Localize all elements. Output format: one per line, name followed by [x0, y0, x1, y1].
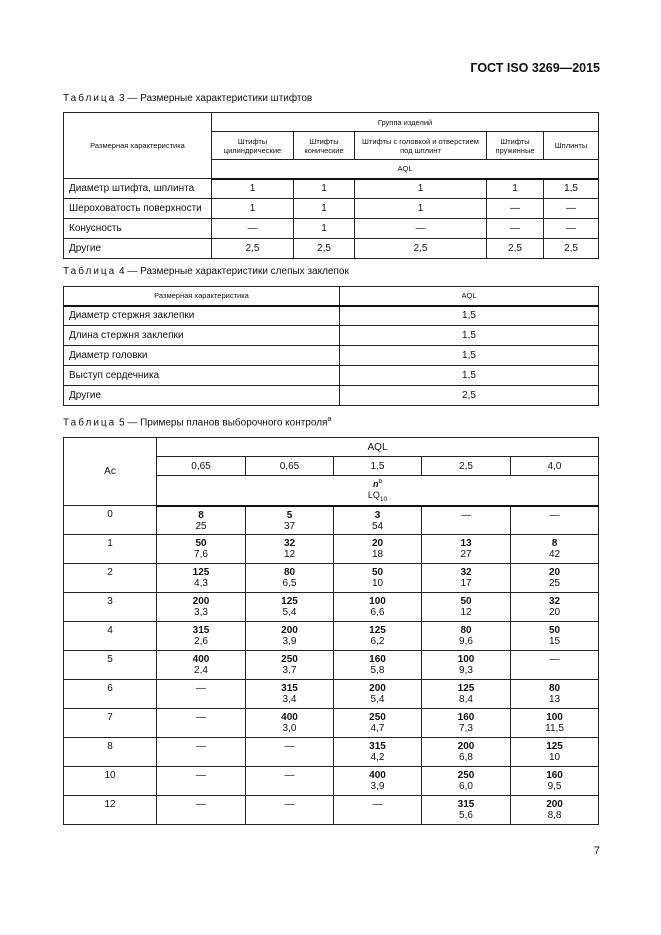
lq10-value: 7,3 [459, 723, 473, 735]
plan-cell [334, 738, 422, 767]
ac-value: 10 [64, 767, 157, 796]
sample-size: 50 [195, 538, 207, 550]
table3-col-header: Штифты с головкой и отверстием под шплинт [355, 132, 487, 160]
table5-head-aql: AQL [157, 438, 599, 457]
cell: 1 [212, 199, 294, 219]
sample-size: — [372, 799, 383, 811]
plan-cell [157, 796, 246, 825]
plan-cell [422, 622, 511, 651]
table3-label: Таблица [63, 93, 117, 104]
lq10-value: 3,9 [282, 636, 297, 648]
lq10-value: 20 [548, 607, 561, 619]
lq10-value: 3,7 [282, 665, 297, 677]
aql-value: 2,5 [422, 457, 511, 476]
aql-value: 0,65 [246, 457, 334, 476]
sample-size: — [284, 741, 295, 753]
plan-cell [246, 593, 334, 622]
plan-cell [334, 564, 422, 593]
table3-col-header: Шплинты [544, 132, 599, 160]
lq10-value: 9,3 [459, 665, 473, 677]
lq10-value: 3,0 [282, 723, 297, 735]
plan-cell [334, 796, 422, 825]
cell: 1,5 [340, 346, 599, 366]
sample-size: 160 [546, 770, 563, 782]
cell: 2,5 [212, 239, 294, 259]
sample-size: 50 [371, 567, 384, 579]
lq10-value: 11,5 [545, 723, 564, 735]
lq-subscript: 10 [379, 495, 388, 503]
sample-size: 400 [192, 654, 210, 666]
cell: — [487, 199, 544, 219]
plan-cell [422, 593, 511, 622]
sample-size: — [196, 741, 206, 753]
plan-cell [246, 651, 334, 680]
table-row [64, 199, 599, 219]
plan-cell [246, 680, 334, 709]
plan-cell [157, 564, 246, 593]
plan-cell [334, 680, 422, 709]
ac-value: 12 [64, 796, 157, 825]
plan-cell [511, 796, 599, 825]
table5-head-ac: Ac [64, 438, 157, 506]
sample-size: 160 [369, 654, 386, 666]
sample-size: 200 [369, 683, 386, 695]
sample-size: — [284, 799, 295, 811]
row-label: Диаметр головки [64, 346, 340, 366]
plan-cell [246, 709, 334, 738]
lq10-value: 5,4 [282, 607, 297, 619]
cell: 1 [355, 179, 487, 199]
lq10-value: 4,3 [194, 578, 208, 590]
lq10-value: 5,8 [370, 665, 385, 677]
plan-cell [334, 506, 422, 535]
cell: — [544, 219, 599, 239]
sample-size: 100 [546, 712, 563, 724]
plan-cell [422, 506, 511, 535]
lq10-value: 9,5 [547, 781, 562, 793]
cell: 1 [294, 199, 355, 219]
plan-cell [246, 738, 334, 767]
sample-size: 13 [460, 538, 472, 550]
lq10-value: 5,4 [370, 694, 385, 706]
table4-title: 4 — Размерные характеристики слепых заклепок [116, 266, 349, 277]
plan-cell [157, 506, 246, 535]
table4 [63, 286, 599, 406]
sample-size: — [549, 509, 560, 521]
sample-size: 100 [457, 654, 475, 666]
sample-size: — [284, 770, 295, 782]
lq10-value: 13 [548, 694, 561, 706]
plan-cell [422, 680, 511, 709]
plan-cell [157, 738, 246, 767]
row-label: Другие [64, 239, 212, 259]
lq10-value: 10 [371, 578, 384, 590]
lq10-value: 5,6 [459, 810, 473, 822]
sample-size: 250 [457, 770, 475, 782]
table3-head-group: Группа изделий [212, 113, 599, 132]
plan-cell [422, 564, 511, 593]
table4-head-aql: AQL [340, 287, 599, 306]
table-row [64, 346, 599, 366]
lq-symbol: LQ [367, 490, 380, 500]
lq10-value: 2,6 [194, 636, 208, 648]
cell: 1 [212, 179, 294, 199]
cell: — [212, 219, 294, 239]
table-row [64, 366, 599, 386]
plan-cell [511, 651, 599, 680]
plan-cell [511, 593, 599, 622]
sample-size: — [196, 712, 206, 724]
cell: 2,5 [355, 239, 487, 259]
sample-size: — [549, 654, 560, 666]
cell: 2,5 [487, 239, 544, 259]
sample-size: 8 [198, 509, 204, 521]
cell: 1,5 [340, 306, 599, 326]
table-row [64, 738, 599, 767]
plan-cell [246, 564, 334, 593]
lq10-value: 6,2 [370, 636, 385, 648]
sample-size: 315 [281, 683, 298, 695]
table-row [64, 767, 599, 796]
plan-cell [334, 709, 422, 738]
table3-col-header: Штифты конические [294, 132, 355, 160]
table-row [64, 326, 599, 346]
sample-size: 20 [371, 538, 384, 550]
lq10-value: 3,9 [370, 781, 385, 793]
sample-size: 400 [369, 770, 386, 782]
sample-size: 50 [548, 625, 561, 637]
plan-cell [157, 651, 246, 680]
aql-value: 0,65 [157, 457, 246, 476]
cell: — [487, 219, 544, 239]
sample-size: 5 [286, 509, 293, 521]
table-row [64, 219, 599, 239]
plan-cell [334, 622, 422, 651]
ac-value: 1 [64, 535, 157, 564]
table5-caption-footnote: a [327, 416, 332, 423]
table3-head-characteristic: Размерная характеристика [64, 113, 212, 179]
sample-size: 80 [548, 683, 561, 695]
sample-size: 32 [548, 596, 561, 608]
plan-cell [157, 709, 246, 738]
sample-size: — [461, 509, 471, 521]
row-label: Шероховатость поверхности [64, 199, 212, 219]
table4-label: Таблица [63, 266, 117, 277]
plan-cell [422, 709, 511, 738]
plan-cell [511, 622, 599, 651]
cell: 1,5 [340, 366, 599, 386]
plan-cell [422, 535, 511, 564]
ac-value: 4 [64, 622, 157, 651]
lq10-value: 6,5 [282, 578, 297, 590]
table-row [64, 179, 599, 199]
ac-value: 5 [64, 651, 157, 680]
cell: 1 [294, 179, 355, 199]
table3-caption [63, 93, 312, 104]
plan-cell [511, 767, 599, 796]
lq10-value: 2,4 [194, 665, 208, 677]
sample-size: 250 [369, 712, 386, 724]
lq10-value: 6,8 [459, 752, 473, 764]
row-label: Конусность [64, 219, 212, 239]
sample-size: 80 [283, 567, 296, 579]
table-row [64, 593, 599, 622]
lq10-value: 18 [371, 549, 384, 561]
table5-label: Таблица [63, 417, 117, 429]
table5-head-n-lq [157, 476, 599, 506]
plan-cell [246, 767, 334, 796]
table5 [63, 437, 599, 825]
row-label: Другие [64, 386, 340, 406]
cell: 2,5 [294, 239, 355, 259]
lq10-value: 10 [548, 752, 561, 764]
table3-col-header: Штифты цилиндрические [212, 132, 294, 160]
lq10-value: 25 [548, 578, 561, 590]
lq10-value: 12 [460, 607, 472, 619]
lq10-value: 9,6 [459, 636, 473, 648]
lq10-value: 8,4 [459, 694, 473, 706]
sample-size: 315 [192, 625, 210, 637]
table5-body [64, 506, 599, 825]
table-row [64, 564, 599, 593]
table-row [64, 239, 599, 259]
sample-size: 400 [281, 712, 298, 724]
sample-size: 32 [283, 538, 296, 550]
row-label: Выступ сердечника [64, 366, 340, 386]
sample-size: 3 [374, 509, 381, 521]
lq10-value: 37 [283, 520, 296, 532]
table-row [64, 306, 599, 326]
sample-size: 160 [457, 712, 475, 724]
cell: 1 [487, 179, 544, 199]
lq10-value: 3,3 [194, 607, 208, 619]
plan-cell [422, 651, 511, 680]
sample-size: 200 [192, 596, 210, 608]
plan-cell [511, 738, 599, 767]
table4-head-characteristic: Размерная характеристика [64, 287, 340, 306]
table-row [64, 506, 599, 535]
sample-size: 250 [281, 654, 298, 666]
table3-head-aql: AQL [212, 160, 599, 179]
sample-size: 125 [369, 625, 386, 637]
n-symbol: n [372, 479, 379, 489]
ac-value: 3 [64, 593, 157, 622]
lq10-value: 4,7 [370, 723, 385, 735]
plan-cell [246, 506, 334, 535]
sample-size: 125 [546, 741, 563, 753]
plan-cell [246, 622, 334, 651]
plan-cell [157, 622, 246, 651]
ac-value: 6 [64, 680, 157, 709]
row-label: Длина стержня заклепки [64, 326, 340, 346]
lq10-value: 27 [460, 549, 472, 561]
sample-size: 200 [457, 741, 475, 753]
lq10-value: 17 [460, 578, 472, 590]
plan-cell [334, 651, 422, 680]
table3-col-header: Штифты пружинные [487, 132, 544, 160]
sample-size: 125 [457, 683, 475, 695]
cell: 2,5 [544, 239, 599, 259]
lq10-value: 25 [195, 520, 207, 532]
plan-cell [157, 680, 246, 709]
sample-size: 315 [457, 799, 475, 811]
plan-cell [334, 767, 422, 796]
sample-size: 200 [546, 799, 563, 811]
plan-cell [511, 535, 599, 564]
aql-value: 4,0 [511, 457, 599, 476]
table4-caption [63, 266, 349, 277]
plan-cell [157, 767, 246, 796]
table-row [64, 709, 599, 738]
table-row [64, 386, 599, 406]
n-footnote: b [378, 478, 383, 485]
plan-cell [511, 680, 599, 709]
page-number: 7 [593, 845, 600, 857]
sample-size: 100 [369, 596, 386, 608]
plan-cell [334, 593, 422, 622]
cell: — [544, 199, 599, 219]
sample-size: 20 [548, 567, 561, 579]
plan-cell [246, 796, 334, 825]
lq10-value: 15 [548, 636, 561, 648]
cell: 1,5 [340, 326, 599, 346]
sample-size: 200 [281, 625, 298, 637]
table5-title: 5 — Примеры планов выборочного контроля [116, 417, 328, 429]
table-row [64, 622, 599, 651]
sample-size: 32 [460, 567, 472, 579]
plan-cell [157, 593, 246, 622]
table-row [64, 651, 599, 680]
sample-size: — [196, 683, 206, 695]
plan-cell [422, 796, 511, 825]
plan-cell [157, 535, 246, 564]
plan-cell [246, 535, 334, 564]
cell: 1,5 [544, 179, 599, 199]
document-code: ГОСТ ISO 3269—2015 [470, 61, 600, 75]
sample-size: — [196, 770, 206, 782]
sample-size: 125 [192, 567, 210, 579]
sample-size: 315 [369, 741, 386, 753]
sample-size: 80 [460, 625, 472, 637]
row-label: Диаметр штифта, шплинта [64, 179, 212, 199]
ac-value: 0 [64, 506, 157, 535]
cell: — [355, 219, 487, 239]
sample-size: 50 [460, 596, 472, 608]
lq10-value: 7,6 [194, 549, 208, 561]
lq10-value: 4,2 [370, 752, 385, 764]
lq10-value: 6,0 [459, 781, 473, 793]
lq10-value: 8,8 [547, 810, 562, 822]
sample-size: 125 [281, 596, 298, 608]
plan-cell [422, 738, 511, 767]
plan-cell [422, 767, 511, 796]
table3-title: 3 — Размерные характеристики штифтов [116, 93, 313, 104]
cell: 1 [355, 199, 487, 219]
plan-cell [334, 535, 422, 564]
table3 [63, 112, 599, 259]
row-label: Диаметр стержня заклепки [64, 306, 340, 326]
lq10-value: 6,6 [370, 607, 385, 619]
table-row [64, 796, 599, 825]
table5-caption [63, 416, 331, 428]
lq10-value: 54 [371, 520, 384, 532]
sample-size: 8 [551, 538, 558, 550]
lq10-value: 12 [283, 549, 296, 561]
table-row [64, 535, 599, 564]
cell: 1 [294, 219, 355, 239]
cell: 2,5 [340, 386, 599, 406]
ac-value: 2 [64, 564, 157, 593]
ac-value: 7 [64, 709, 157, 738]
ac-value: 8 [64, 738, 157, 767]
lq10-value: 42 [548, 549, 561, 561]
plan-cell [511, 709, 599, 738]
plan-cell [511, 506, 599, 535]
sample-size: — [196, 799, 206, 811]
table-row [64, 680, 599, 709]
aql-value: 1,5 [334, 457, 422, 476]
lq10-value: 3,4 [282, 694, 297, 706]
plan-cell [511, 564, 599, 593]
